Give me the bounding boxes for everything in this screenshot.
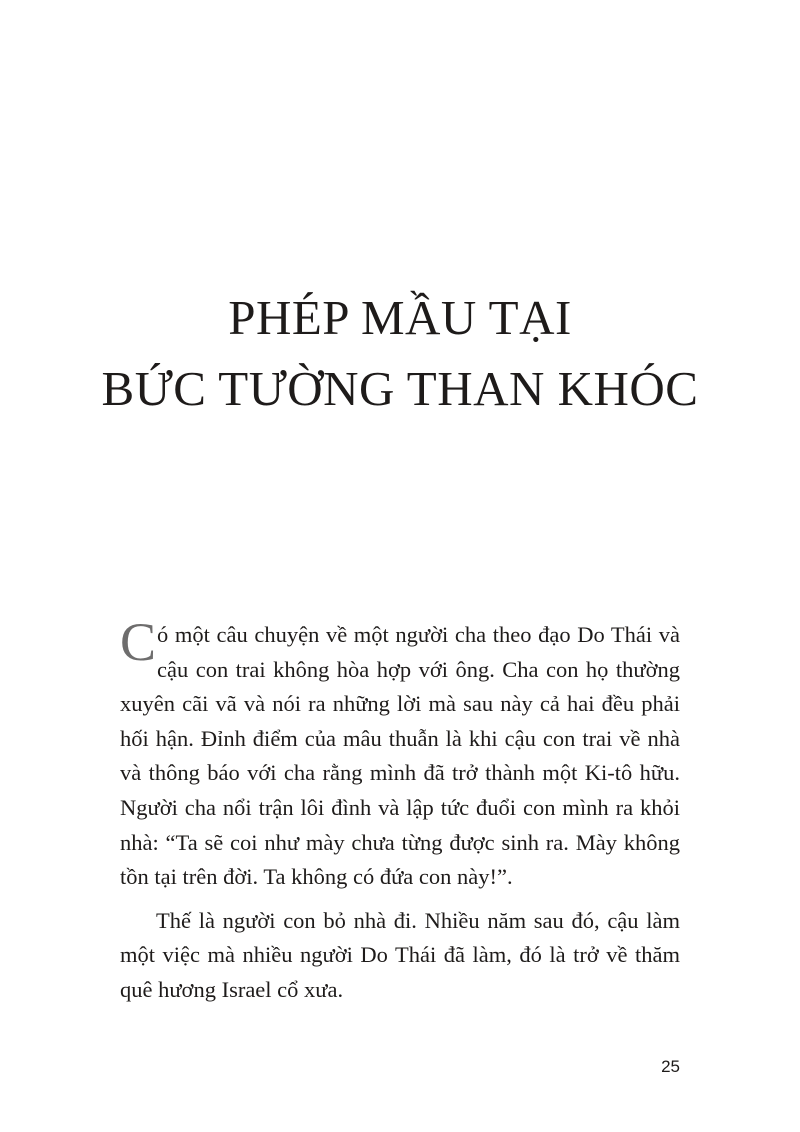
paragraph-2: Thế là người con bỏ nhà đi. Nhiều năm sau đó, cậu làm một việc mà nhiều người Do Thái đã làm, đó là trở về thăm quê hương Israel cổ xưa. — [120, 907, 680, 1002]
paragraph-1: Có một câu chuyện về một người cha theo đạo Do Thái và cậu con trai không hòa hợp với ông. Cha con họ thường xuyên cãi vã và nói ra những lời mà sau này cả hai đều phải hối hận. Đỉnh điểm của mâu thuẫn là khi cậu con trai về nhà và thông báo với cha rằng mình đã trở thành một Ki-tô hữu. Người cha nổi trận lôi đình và lập tức đuổi con mình ra khỏi nhà: “Ta sẽ coi như mày chưa từng được sinh ra. Mày không tồn tại trên đời. Ta không có đứa con này!”. — [120, 612, 680, 890]
body-text — [120, 612, 680, 1008]
page-number: 25 — [661, 1057, 680, 1076]
chapter-title — [0, 282, 800, 424]
chapter-title-line-2: BỨC TƯỜNG THAN KHÓC — [101, 361, 699, 416]
chapter-title-line-1: PHÉP MẦU TẠI — [228, 290, 572, 345]
